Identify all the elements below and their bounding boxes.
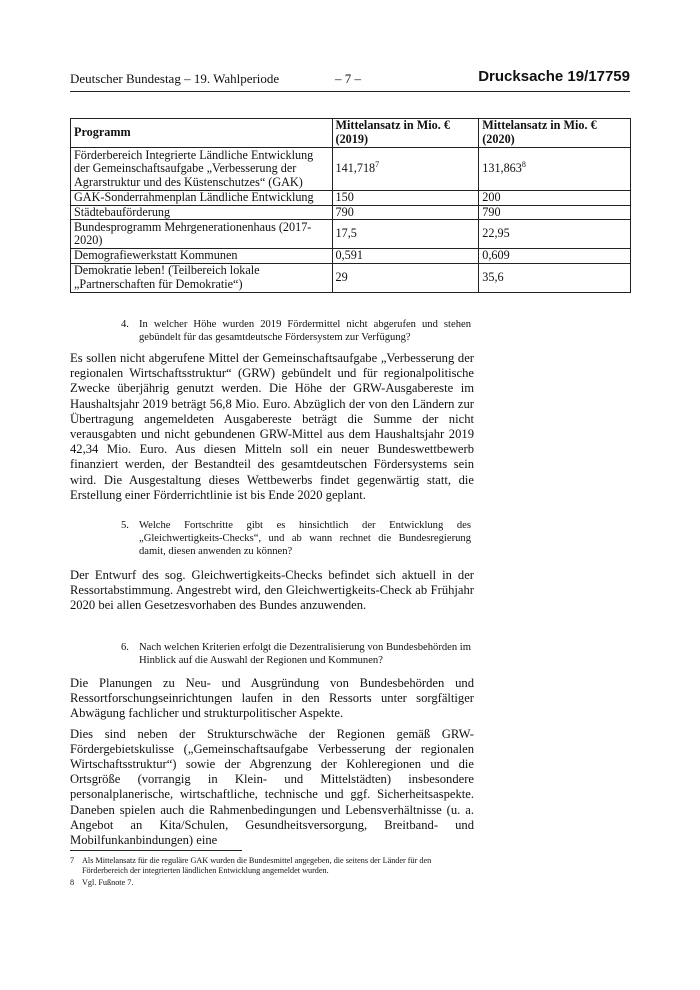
question-number: 4. — [121, 319, 129, 330]
value-2019-cell — [332, 148, 479, 191]
answer-paragraph: Dies sind neben der Strukturschwäche der Regionen gemäß GRW-Fördergebietskulisse („Gemeinschaftsaufgabe Verbesserung der regionalen Wirtschaftsstruktur“) sowie der Abgrenzung der Kohleregionen und die Ortsgröße (vorrangig in Klein- und Mittelstädten) insbesondere personalplanerische, wirtschaftliche, technische und ggf. Sicherheitsaspekte. Daneben spielen auch die Rahmenbedingungen und Lebensverhältnisse (u. a. Angebot an Kita/Schulen, Gesundheitsversorgung, Breitband- und Mobilfunkanbindungen) eine — [70, 726, 474, 848]
question-6 — [121, 641, 471, 667]
program-cell: Demokratie leben! (Teilbereich lokale „Partnerschaften für Demokratie“) — [71, 263, 333, 292]
document-id: 17759 — [588, 68, 630, 85]
value-2019-cell: 29 — [332, 263, 479, 292]
value-2019-cell: 150 — [332, 191, 479, 206]
footnote-text: Als Mittelansatz für die reguläre GAK wurden die Bundesmittel angegeben, die seitens der Länder für den Förderbereich der integrierten ländlichen Entwicklung angemeldet wurden. — [82, 856, 432, 876]
program-cell: GAK-Sonderrahmenplan Ländliche Entwicklung — [71, 191, 333, 206]
program-cell: Bundesprogramm Mehrgenerationenhaus (2017-2020) — [71, 220, 333, 249]
table-row — [71, 220, 631, 249]
value-2020-cell: 790 — [479, 205, 631, 220]
table-header-row — [71, 119, 631, 148]
value-2020-cell: 0,609 — [479, 249, 631, 264]
program-cell: Demografiewerkstatt Kommunen — [71, 249, 333, 264]
value-2020-cell: 35,6 — [479, 263, 631, 292]
footnote-number: 7 — [70, 856, 75, 865]
funding-table — [70, 118, 631, 293]
answer-5 — [70, 568, 474, 619]
footnote-8 — [70, 878, 470, 888]
value-2019: 141,718 — [335, 161, 376, 176]
header-rule — [70, 91, 630, 92]
table-row — [71, 263, 631, 292]
footnote-ref: 8 — [521, 160, 526, 170]
table-row — [71, 249, 631, 264]
header-left: Deutscher Bundestag – 19. Wahlperiode — [70, 71, 280, 86]
value-2020-cell: 200 — [479, 191, 631, 206]
footnote-ref: 7 — [375, 160, 380, 170]
value-2020: 131,863 — [482, 161, 522, 176]
question-number: 6. — [121, 642, 129, 653]
document-number — [478, 68, 630, 85]
page-number: – 7 – — [335, 71, 361, 86]
document-label: Drucksache 19/ — [478, 68, 589, 85]
footnote-text: Vgl. Fußnote 7. — [82, 878, 134, 887]
answer-6 — [70, 676, 474, 853]
answer-4 — [70, 351, 474, 508]
footnote-7 — [70, 856, 470, 876]
footnote-number: 8 — [70, 878, 75, 887]
answer-paragraph: Der Entwurf des sog. Gleichwertigkeits-Checks befindet sich aktuell in der Ressortabstimmung. Angestrebt wird, den Gleichwertigkeits-Check ab Frühjahr 2020 bei allen Gesetzesvorhaben des Bundes anzuwenden. — [70, 568, 474, 613]
answer-paragraph: Die Planungen zu Neu- und Ausgründung von Bundesbehörden und Ressortforschungseinrichtungen laufen in den Ressorts unter sorgfältiger Abwägung fachlicher und strukturpolitischer Aspekte. — [70, 676, 474, 721]
question-text: Nach welchen Kriterien erfolgt die Dezentralisierung von Bundesbehörden im Hinblick auf die Auswahl der Regionen und Kommunen? — [139, 642, 471, 666]
value-2020-cell: 22,95 — [479, 220, 631, 249]
value-2020-cell — [479, 148, 631, 191]
column-header-program: Programm — [71, 119, 333, 148]
value-2019-cell: 0,591 — [332, 249, 479, 264]
value-2019-cell: 17,5 — [332, 220, 479, 249]
question-text: In welcher Höhe wurden 2019 Fördermittel nicht abgerufen und stehen gebündelt für das gesamtdeutsche Fördersystem zur Verfügung? — [139, 319, 471, 343]
value-2019-cell: 790 — [332, 205, 479, 220]
footnote-rule — [70, 850, 242, 851]
question-text: Welche Fortschritte gibt es hinsichtlich der Entwicklung des „Gleichwertigkeits-Checks“, und ab wann rechnet die Bundesregierung damit, diesen anwenden zu können? — [139, 520, 471, 557]
question-5 — [121, 519, 471, 558]
program-cell: Städtebauförderung — [71, 205, 333, 220]
question-number: 5. — [121, 520, 129, 531]
table-row — [71, 205, 631, 220]
table-row — [71, 191, 631, 206]
program-cell: Förderbereich Integrierte Ländliche Entwicklung der Gemeinschaftsaufgabe „Verbesserung der Agrarstruktur und des Küstenschutzes“ (GAK) — [71, 148, 333, 191]
question-4 — [121, 318, 471, 344]
column-header-2019: Mittelansatz in Mio. € (2019) — [332, 119, 479, 148]
table-row — [71, 148, 631, 191]
column-header-2020: Mittelansatz in Mio. € (2020) — [479, 119, 631, 148]
answer-paragraph: Es sollen nicht abgerufene Mittel der Gemeinschaftsaufgabe „Verbesserung der regionalen Wirtschaftsstruktur“ (GRW) gebündelt und für regionalpolitische Zwecke überjährig genutzt werden. Die Höhe der GRW-Ausgabereste im Haushaltsjahr 2019 beträgt 56,8 Mio. Euro. Abzüglich der von den Ländern zur Übertragung angemeldeten Ausgabereste beträgt die Summe der nicht verausgabten und nicht gebundenen GRW-Mittel aus dem Haushaltsjahr 2019 42,34 Mio. Euro. Aus diesen Mitteln soll ein neuer Bundeswettbewerb finanziert werden, der Bestandteil des gesamtdeutschen Fördersystems sein wird. Die Ausgestaltung dieses Wettbewerbs findet gegenwärtig statt, die Erstellung einer Förderrichtlinie ist bis Ende 2020 geplant. — [70, 351, 474, 502]
